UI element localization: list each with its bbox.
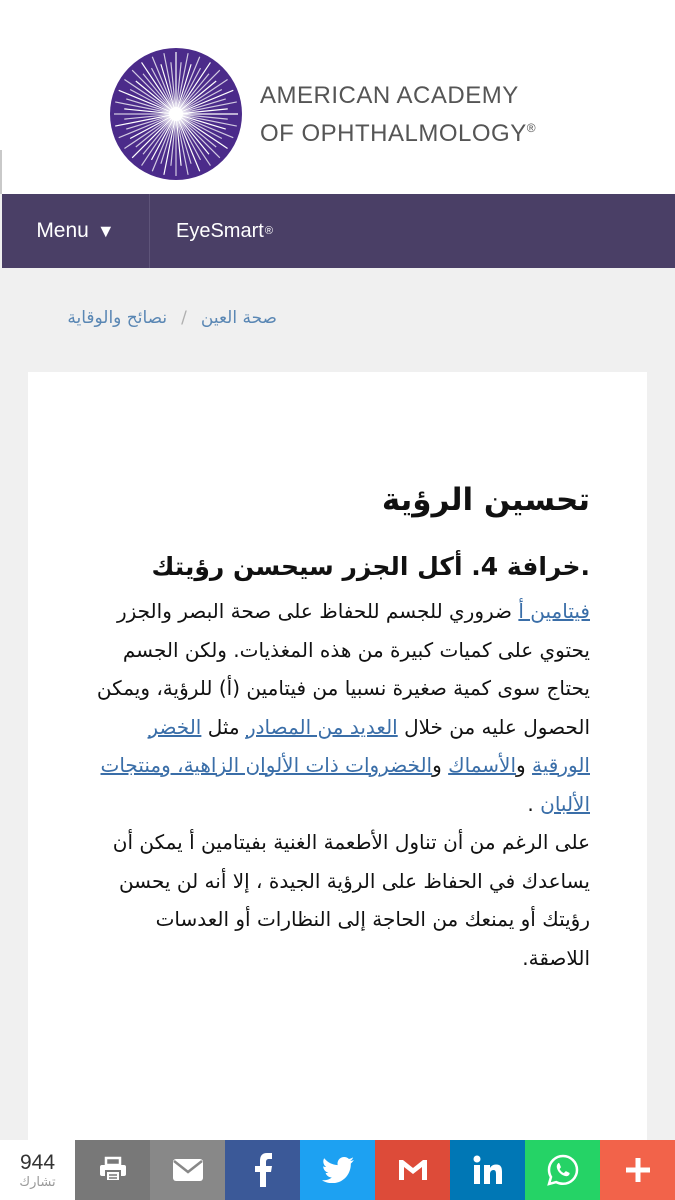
email-button[interactable]: [150, 1140, 225, 1200]
plus-icon: [625, 1157, 651, 1183]
eyesmart-label: EyeSmart: [176, 219, 264, 242]
whatsapp-icon: [547, 1154, 579, 1186]
more-share-button[interactable]: [600, 1140, 675, 1200]
article-paragraph-2: على الرغم من أن تناول الأطعمة الغنية بفيتامين أ يمكن أن يساعدك في الحفاظ على الرؤية الجيدة ، إلا أنه لن يحسن رؤيتك أو يمنعك من الحاجة إلى النظارات أو العدسات اللاصقة.: [112, 830, 590, 970]
myth-heading: .خرافة 4. أكل الجزر سيحسن رؤيتك: [151, 552, 590, 581]
edge-divider: [0, 150, 2, 194]
many-sources-link[interactable]: العديد من المصادر: [245, 714, 398, 739]
share-count: [0, 1140, 75, 1200]
article-title: تحسين الرؤية: [381, 482, 590, 518]
leafy-greens-link[interactable]: الخضر الورقية: [148, 714, 590, 777]
breadcrumb-separator: /: [181, 308, 187, 328]
fish-link[interactable]: الأسماك: [448, 753, 517, 777]
eyesmart-link[interactable]: [176, 194, 273, 268]
print-button[interactable]: [75, 1140, 150, 1200]
breadcrumb-eye-health[interactable]: صحة العين: [200, 308, 277, 328]
logo-line-2: OF OPHTHALMOLOGY®: [260, 120, 537, 147]
twitter-button[interactable]: [300, 1140, 375, 1200]
twitter-bird-icon: [322, 1157, 354, 1183]
caret-down-icon: ▼: [96, 220, 115, 241]
linkedin-button[interactable]: [450, 1140, 525, 1200]
vitamin-a-link[interactable]: فيتامين أ: [518, 599, 590, 623]
logo-wordmark: [260, 80, 536, 150]
printer-icon: [98, 1156, 128, 1184]
registered-mark: ®: [526, 121, 537, 135]
facebook-button[interactable]: [225, 1140, 300, 1200]
colorful-vegetables-link[interactable]: الخضروات ذات الألوان الزاهية، ومنتجات الألبان: [100, 753, 590, 816]
share-bar: [0, 1140, 675, 1200]
facebook-icon: [253, 1153, 273, 1187]
aao-logo[interactable]: [110, 48, 570, 180]
share-count-label: تشارك: [19, 1175, 56, 1190]
main-nav: [2, 194, 675, 268]
article-paragraph-1: فيتامين أ ضروري للجسم للحفاظ على صحة البصر والجزر يحتوي على كميات كبيرة من هذه المغذيات. ولكن الجسم يحتاج سوى كمية صغيرة نسبيا من فيتامين (أ) للرؤية، ويمكن الحصول عليه من خلال العديد من المصادر مثل الخضر الورقية والأسماك والخضروات ذات الألوان الزاهية، ومنتجات الألبان .: [96, 599, 590, 816]
whatsapp-button[interactable]: [525, 1140, 600, 1200]
registered-mark: ®: [264, 225, 273, 237]
linkedin-icon: [473, 1155, 503, 1185]
envelope-icon: [172, 1158, 204, 1182]
menu-label: Menu: [36, 219, 89, 242]
share-count-number: 944: [19, 1151, 56, 1174]
menu-button[interactable]: [2, 194, 150, 268]
article: [86, 470, 590, 977]
gmail-icon: [397, 1157, 429, 1183]
breadcrumb: [67, 308, 277, 328]
starburst-logo-icon: [110, 48, 242, 180]
gmail-button[interactable]: [375, 1140, 450, 1200]
site-header: [0, 0, 675, 194]
breadcrumb-tips-prevention[interactable]: نصائح والوقاية: [67, 308, 168, 328]
logo-line-1: AMERICAN ACADEMY: [260, 82, 519, 109]
